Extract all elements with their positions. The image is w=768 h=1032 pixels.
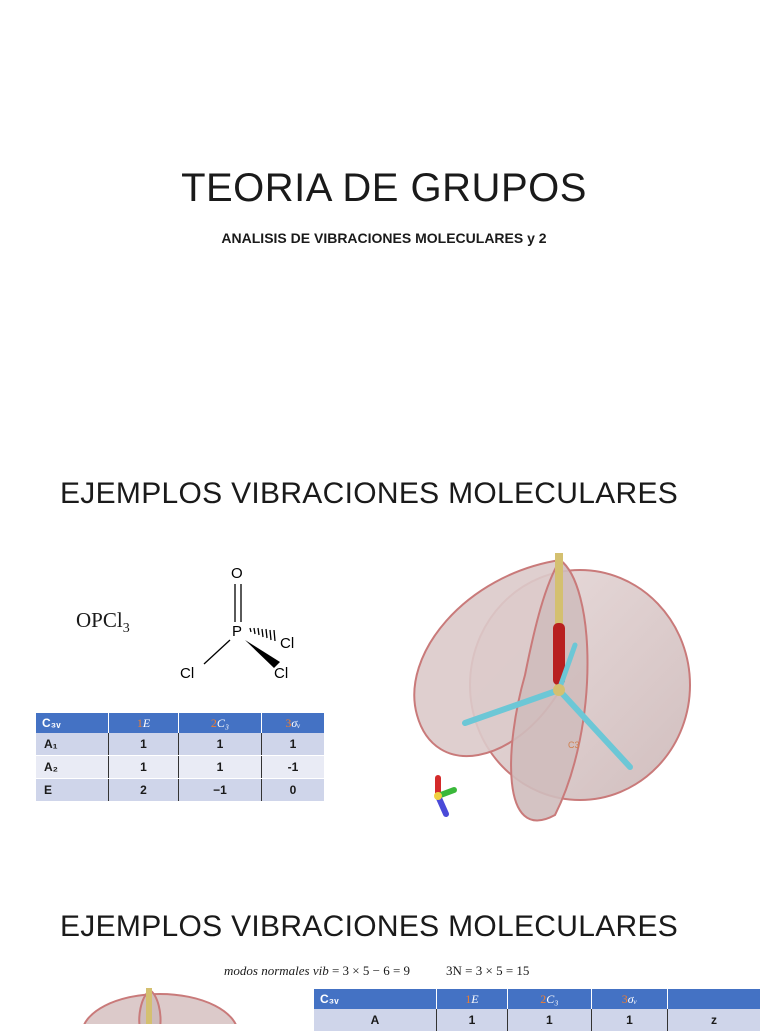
axes-orientation-icon bbox=[424, 772, 458, 820]
table-row bbox=[36, 756, 324, 779]
op-header-E: 1E bbox=[437, 989, 508, 1009]
extra-header bbox=[668, 989, 761, 1009]
P-atom bbox=[553, 684, 565, 696]
irrep-label: A₂ bbox=[36, 756, 109, 779]
slide-title: TEORIA DE GRUPOS bbox=[181, 166, 587, 210]
table-cell: 1 bbox=[109, 733, 179, 756]
table-cell: 1 bbox=[507, 1009, 591, 1032]
irrep-label: A₁ bbox=[36, 733, 109, 756]
table-cell: 1 bbox=[437, 1009, 508, 1032]
section-heading-2: EJEMPLOS VIBRACIONES MOLECULARES bbox=[60, 910, 679, 943]
table-row bbox=[314, 1009, 760, 1032]
table-cell: -1 bbox=[262, 756, 325, 779]
atom-Cl-bottom-label: Cl bbox=[274, 665, 289, 682]
table-header-row bbox=[314, 989, 760, 1009]
atom-Cl-right-label: Cl bbox=[280, 635, 295, 652]
wedge-bond bbox=[245, 640, 280, 668]
irrep-label: A bbox=[314, 1009, 437, 1032]
formula-subscript: 3 bbox=[122, 621, 130, 637]
group-header: C₃ᵥ bbox=[314, 989, 437, 1009]
modes-label: modos normales vib bbox=[224, 963, 329, 978]
molecule-formula bbox=[76, 608, 130, 637]
c3-axis-label: C3 bbox=[568, 740, 580, 750]
group-header: C₃ᵥ bbox=[36, 713, 109, 733]
modes-value: = 3 × 5 − 6 = 9 bbox=[328, 963, 411, 978]
table-cell: z bbox=[668, 1009, 761, 1032]
table-header-row bbox=[36, 713, 324, 733]
table-cell: 2 bbox=[109, 779, 179, 802]
table-cell: 1 bbox=[179, 756, 262, 779]
atom-P-label: P bbox=[232, 623, 243, 640]
formula-main: OPCl bbox=[76, 608, 123, 632]
table-cell: 1 bbox=[179, 733, 262, 756]
table-cell: 1 bbox=[109, 756, 179, 779]
character-table-c3v-2 bbox=[314, 989, 760, 1032]
total-degrees: 3N = 3 × 5 = 15 bbox=[446, 963, 530, 978]
modes-equation bbox=[224, 963, 529, 979]
table-cell: −1 bbox=[179, 779, 262, 802]
structural-formula-diagram bbox=[170, 558, 320, 688]
hashed-bond bbox=[250, 628, 275, 641]
symmetry-planes-model-partial bbox=[80, 988, 240, 1024]
table-cell: 1 bbox=[262, 733, 325, 756]
table-cell: 1 bbox=[591, 1009, 667, 1032]
op-header-sigma: 3σᵥ bbox=[262, 713, 325, 733]
table-cell: 0 bbox=[262, 779, 325, 802]
slide-subtitle: ANALISIS DE VIBRACIONES MOLECULARES y 2 bbox=[221, 230, 547, 246]
table-row bbox=[36, 779, 324, 802]
single-bond-left bbox=[204, 640, 230, 664]
op-header-E: 1E bbox=[109, 713, 179, 733]
irrep-label: E bbox=[36, 779, 109, 802]
atom-Cl-left-label: Cl bbox=[180, 665, 195, 682]
table-row bbox=[36, 733, 324, 756]
character-table-c3v bbox=[36, 713, 324, 802]
op-header-C3: 2C₃ bbox=[179, 713, 262, 733]
op-header-C3: 2C₃ bbox=[507, 989, 591, 1009]
section-heading: EJEMPLOS VIBRACIONES MOLECULARES bbox=[60, 477, 679, 510]
op-header-sigma: 3σᵥ bbox=[591, 989, 667, 1009]
atom-O-label: O bbox=[231, 565, 243, 582]
